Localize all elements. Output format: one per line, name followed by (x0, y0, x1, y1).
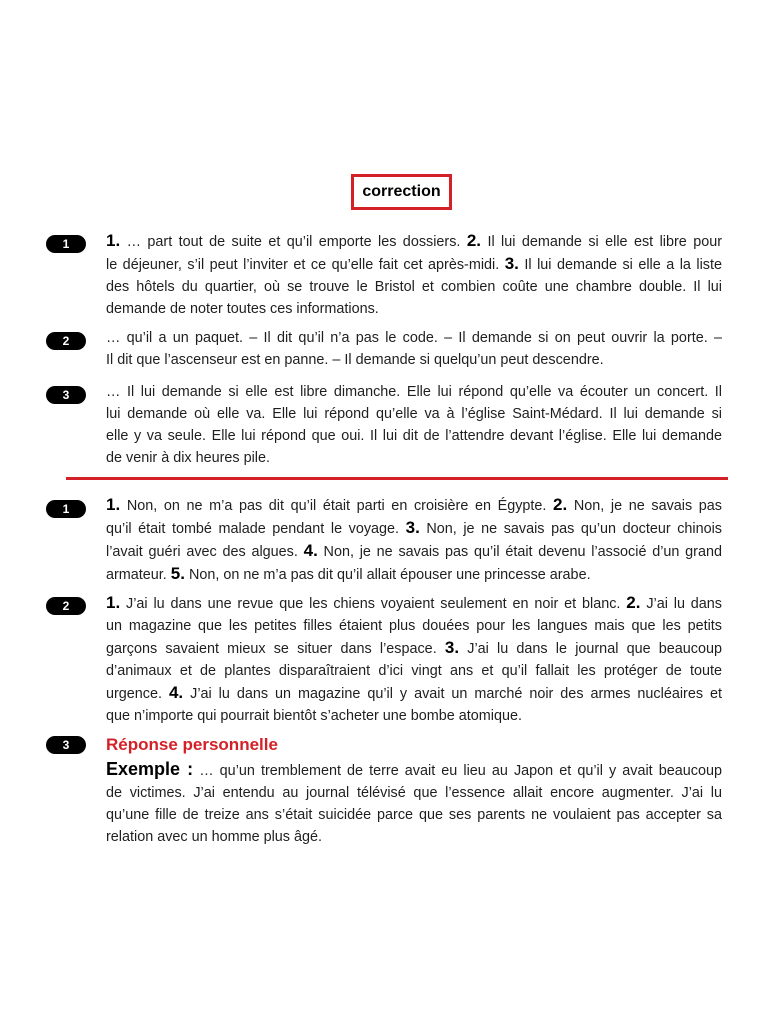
answer-text: des hôtels du quartier, où se trouve le Bristol et combien coûte une chambre double. Il lui (106, 279, 722, 295)
answer-text: demande de noter toutes ces informations. (106, 301, 379, 317)
answer-text: qu’il était tombé malade pendant le voyage. (106, 521, 406, 537)
text-line (106, 403, 722, 425)
sub-answer-number: 1. (106, 231, 121, 250)
text-line (106, 425, 722, 447)
answer-text: J’ai lu dans le journal que beaucoup (459, 641, 722, 657)
text-line (106, 782, 722, 804)
answer-text: que n’importe qui pourrait bientôt s’acheter une bombe atomique. (106, 708, 522, 724)
sub-answer-number: 4. (303, 541, 318, 560)
answer-text: … qu’il a un paquet. – Il dit qu’il n’a pas le code. – Il demande si on peut ouvrir la porte. – (106, 330, 722, 346)
sub-answer-number: 2. (553, 495, 568, 514)
item-badge: 1 (46, 235, 86, 253)
answer-text: armateur. (106, 567, 171, 583)
answer-text: l’avait guéri avec des algues. (106, 544, 304, 560)
answer-paragraph (106, 494, 722, 586)
answer-text: urgence. (106, 686, 169, 702)
sub-answer-number: 2. (466, 231, 482, 250)
answer-text: un magazine que les petites filles étaient plus douées pour les langues mais que les petits (106, 618, 722, 634)
answer-text: elle y va seule. Elle lui répond que oui. Il lui dit de l’attendre devant l’église. Elle lui demande (106, 428, 722, 444)
item-badge: 3 (46, 736, 86, 754)
text-line (106, 327, 722, 349)
answer-paragraph (106, 758, 722, 848)
answer-text: lui demande où elle va. Elle lui répond qu’elle va à l’église Saint-Médard. Il lui demande si (106, 406, 722, 422)
answer-text: J’ai lu dans (640, 596, 723, 612)
answer-text: d’animaux et de plantes disparaîtraient d’ici vingt ans et qu’il fallait les protéger de toute (106, 663, 722, 679)
page-title: correction (351, 174, 452, 210)
item-badge: 1 (46, 500, 86, 518)
text-line (106, 660, 722, 682)
text-line (106, 447, 722, 469)
answer-text: Il dit que l’ascenseur est en panne. – Il demande si quelqu’un peut descendre. (106, 352, 604, 368)
answer-text: Il lui demande si elle a la liste (518, 257, 722, 273)
text-line (106, 592, 722, 615)
section-heading: Réponse personnelle (106, 735, 278, 754)
answer-text: Non, on ne m’a pas dit qu’il allait épouser une princesse arabe. (184, 567, 591, 583)
text-line (106, 517, 722, 540)
sub-answer-number: 4. (168, 683, 184, 702)
item-badge: 2 (46, 332, 86, 350)
text-line (106, 540, 722, 563)
text-line (106, 253, 722, 276)
text-line (106, 298, 722, 320)
text-line (106, 381, 722, 403)
answer-paragraph (106, 592, 722, 727)
answer-paragraph (106, 230, 722, 320)
answer-text: relation avec un homme plus âgé. (106, 829, 322, 845)
text-line (106, 230, 722, 253)
text-line (106, 682, 722, 705)
answer-text: de victimes. J’ai entendu au journal télévisé que l’essence allait encore augmenter. J’ai lu (106, 785, 722, 801)
answer-text: de venir à dix heures pile. (106, 450, 270, 466)
answer-text: qu’une fille de treize ans s’était suicidée parce que ses parents ne voulaient pas accepter sa (106, 807, 722, 823)
text-line (106, 563, 722, 586)
answer-text: Il lui demande si elle est libre pour (481, 234, 722, 250)
answer-paragraph (106, 327, 722, 371)
example-label: Exemple : (106, 759, 194, 779)
item-badge: 2 (46, 597, 86, 615)
text-line (106, 494, 722, 517)
answer-text: Non, je ne savais pas (567, 498, 722, 514)
answer-text: … Il lui demande si elle est libre dimanche. Elle lui répond qu’elle va écouter un concert. Il (106, 384, 722, 400)
text-line (106, 826, 722, 848)
answer-text: … qu’un tremblement de terre avait eu lieu au Japon et qu’il y avait beaucoup (193, 763, 722, 779)
answer-text: garçons savaient mieux se situer dans l’espace. (106, 641, 445, 657)
item-badge: 3 (46, 386, 86, 404)
text-line (106, 637, 722, 660)
sub-answer-number: 3. (405, 518, 420, 537)
answer-text: … part tout de suite et qu’il emporte les dossiers. (120, 234, 467, 250)
section-divider (66, 477, 728, 480)
sub-answer-number: 5. (170, 564, 185, 583)
answer-text: le déjeuner, s’il peut l’inviter et ce qu’elle fait cet après-midi. (106, 257, 505, 273)
sub-answer-number: 3. (504, 254, 519, 273)
sub-answer-number: 3. (444, 638, 460, 657)
text-line (106, 276, 722, 298)
answer-text: Non, je ne savais pas qu’il était devenu l’associé d’un grand (317, 544, 722, 560)
text-line (106, 758, 722, 782)
text-line (106, 615, 722, 637)
answer-text: Non, je ne savais pas qu’un docteur chinois (419, 521, 722, 537)
text-line (106, 349, 722, 371)
sub-answer-number: 1. (106, 593, 121, 612)
text-line (106, 705, 722, 727)
answer-text: J’ai lu dans une revue que les chiens voyaient seulement en noir et blanc. (120, 596, 627, 612)
sub-answer-number: 2. (626, 593, 641, 612)
answer-text: Non, on ne m’a pas dit qu’il était parti en croisière en Égypte. (120, 498, 554, 514)
answer-text: J’ai lu dans un magazine qu’il y avait un marché noir des armes nucléaires et (183, 686, 722, 702)
sub-answer-number: 1. (106, 495, 121, 514)
answer-paragraph (106, 381, 722, 469)
text-line (106, 804, 722, 826)
